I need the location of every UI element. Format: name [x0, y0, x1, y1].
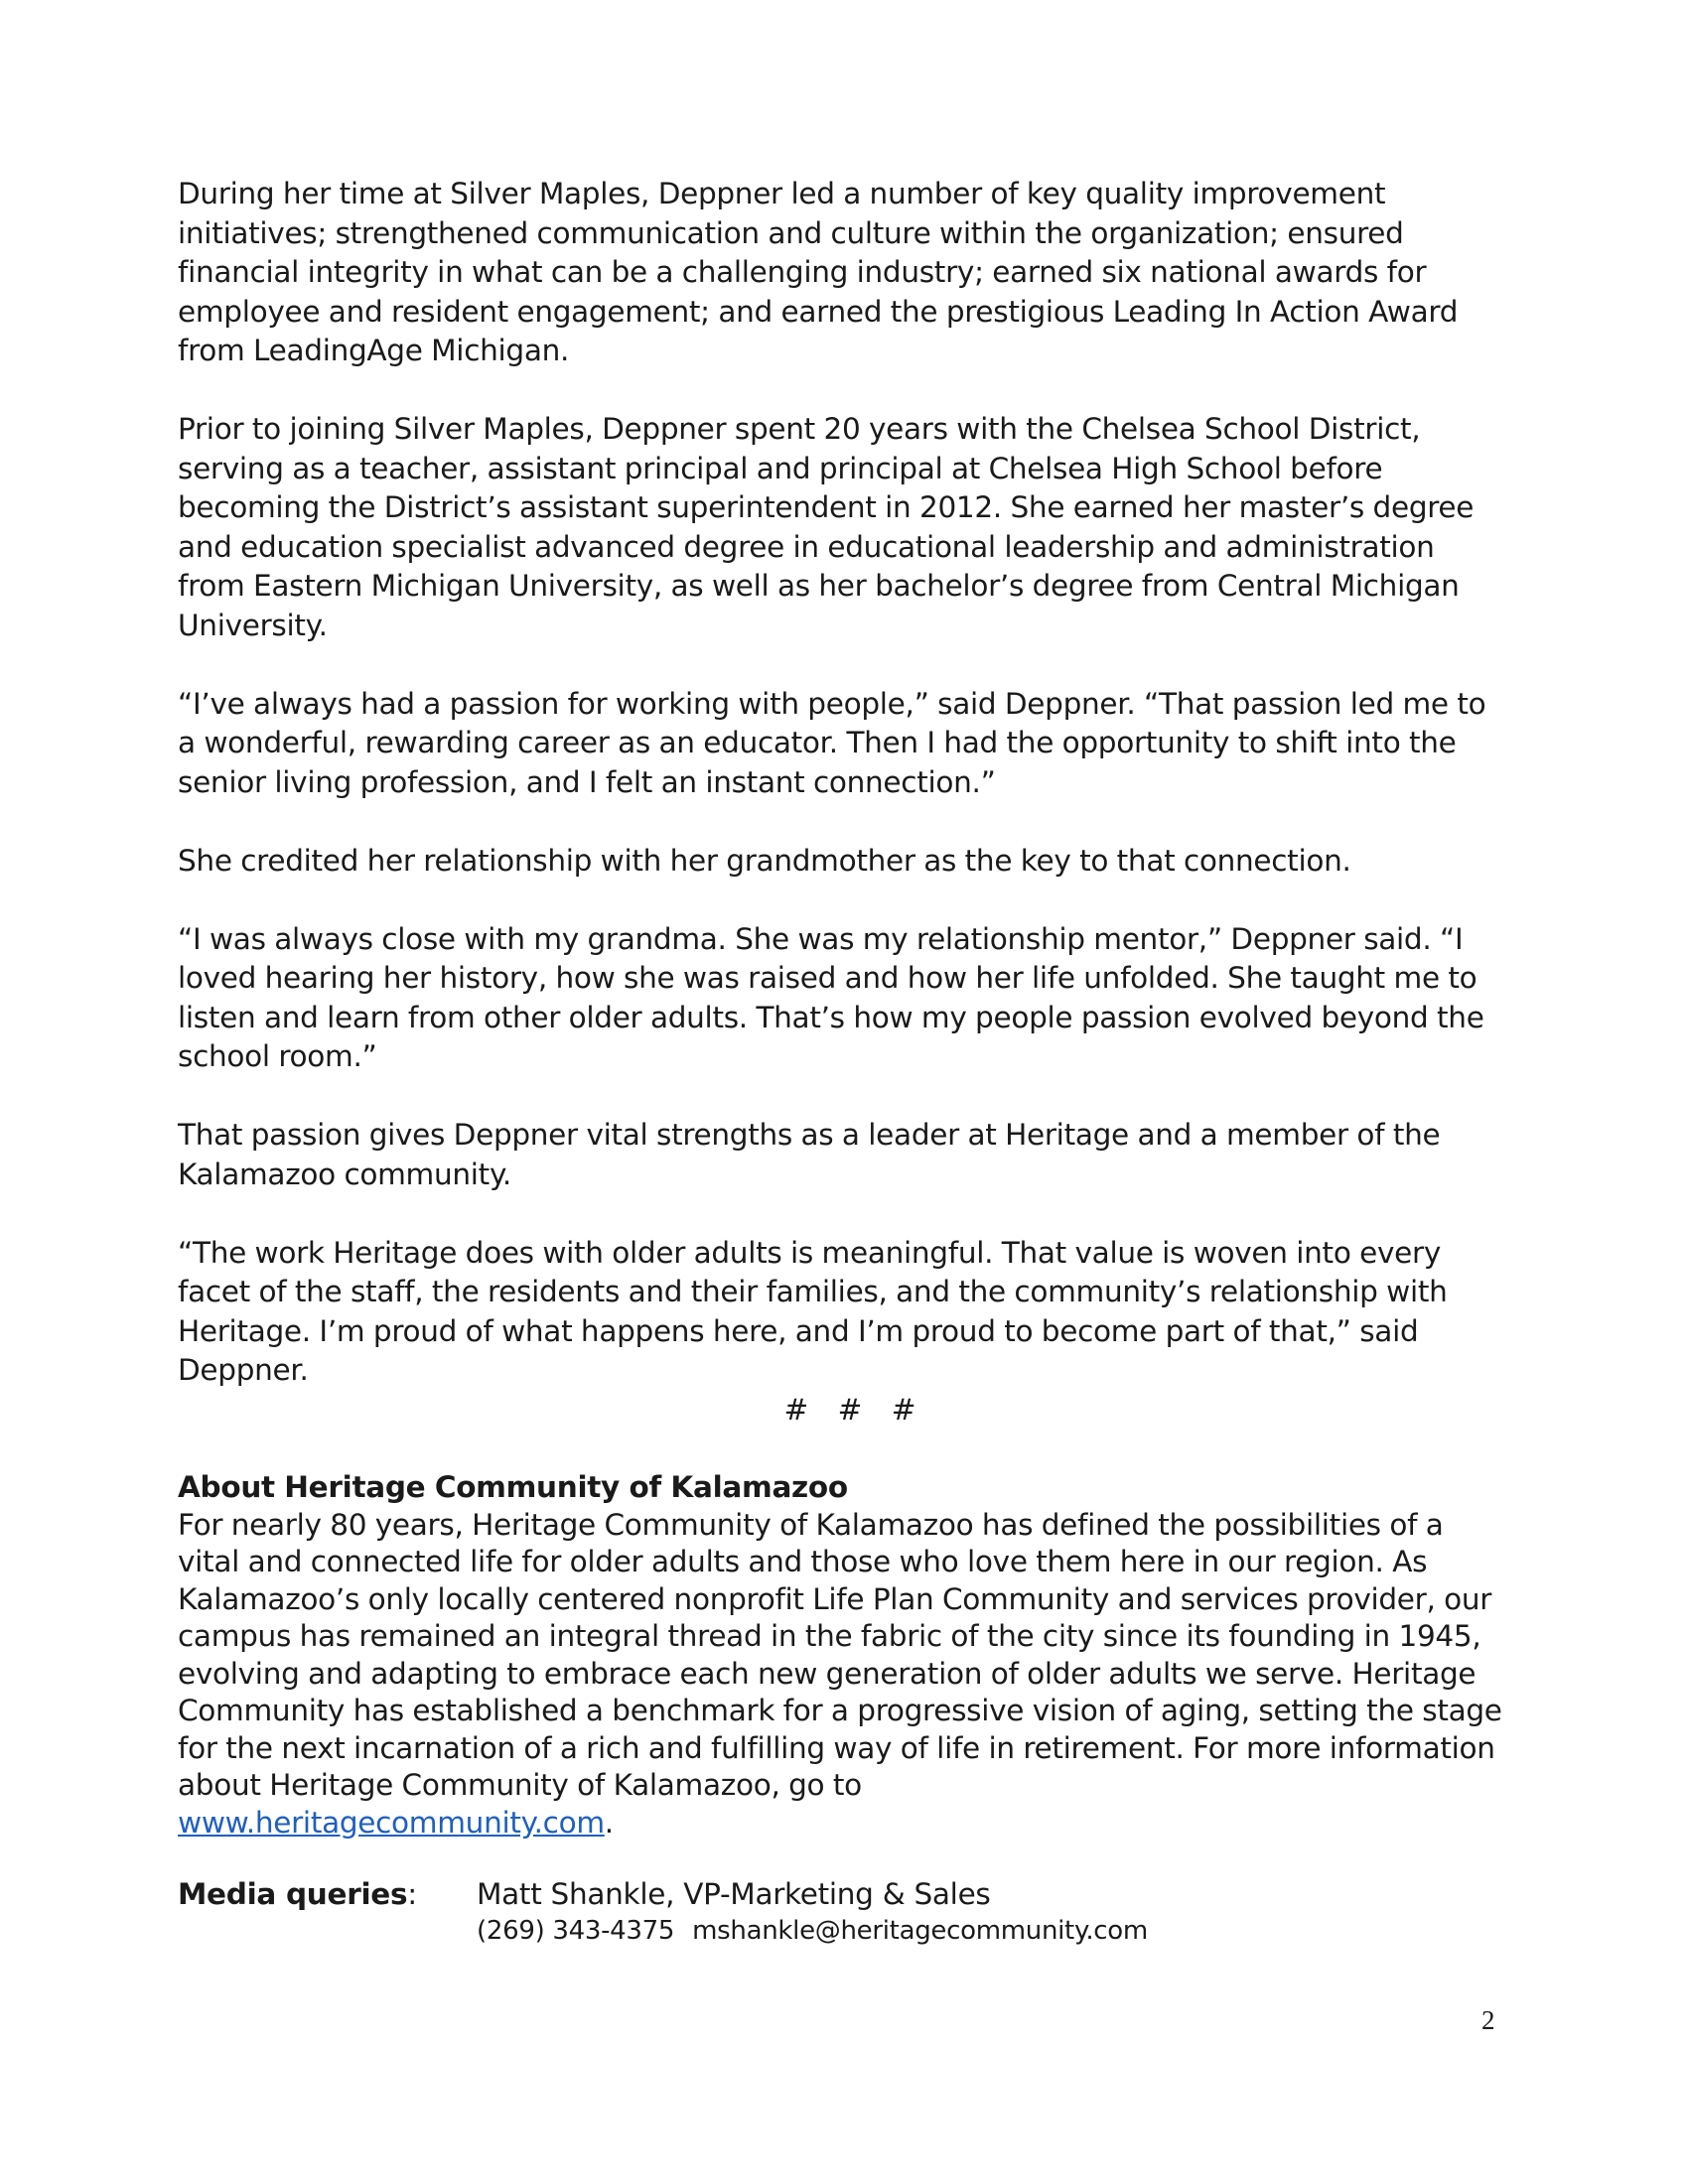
media-queries-section — [178, 1875, 1508, 1948]
paragraph-heritage-quote: “The work Heritage does with older adults is meaningful. That value is woven into every facet of the staff, the residents and their families, and the community’s relationship with Heritage. I’m proud of what happens here, and I’m proud to become part of that,” said Deppner. — [178, 1235, 1448, 1387]
paragraph-leadership-strengths: That passion gives Deppner vital strengths as a leader at Heritage and a member of the Kalamazoo community. — [178, 1118, 1441, 1191]
about-body: For nearly 80 years, Heritage Community of Kalamazoo has defined the possibilities of a vital and connected life for older adults and those who love them here in our region. As Kalamazoo’s only locally centered nonprofit Life Plan Community and services provider, our campus has remained an integral thread in the fabric of the city since its founding in 1945, evolving and adapting to embrace each new generation of older adults we serve. Heritage Community has established a benchmark for a progressive vision of aging, setting the stage for the next incarnation of a rich and fulfilling way of life in retirement. For more information about Heritage Community of Kalamazoo, go to — [178, 1507, 1502, 1802]
contact-email: mshankle@heritagecommunity.com — [692, 1916, 1148, 1946]
contact-name: Matt Shankle, VP-Marketing & Sales — [477, 1877, 991, 1911]
paragraph-grandmother: She credited her relationship with her grandmother as the key to that connection. — [178, 843, 1351, 878]
media-contact — [477, 1875, 1148, 1948]
end-mark: # # # — [783, 1392, 924, 1427]
website-link[interactable]: www.heritagecommunity.com — [178, 1805, 605, 1840]
page-number: 2 — [1481, 2005, 1495, 2035]
about-section — [178, 1469, 1508, 1842]
contact-phone: (269) 343-4375 — [477, 1916, 675, 1946]
contact-details — [477, 1914, 1148, 1948]
about-heading: About Heritage Community of Kalamazoo — [178, 1470, 848, 1504]
paragraph-grandma-quote: “I was always close with my grandma. She was my relationship mentor,” Deppner said. “I loved hearing her history, how she was raised and how her life unfolded. She taught me to listen and learn from other older adults. That’s how my people passion evolved beyond the school room.” — [178, 921, 1484, 1073]
paragraph-career-history: Prior to joining Silver Maples, Deppner spent 20 years with the Chelsea School District, serving as a teacher, assistant principal and principal at Chelsea High School before becoming the District’s assistant superintendent in 2012. She earned her master’s degree and education specialist advanced degree in educational leadership and administration from Eastern Michigan University, as well as her bachelor’s degree from Central Michigan University. — [178, 412, 1475, 642]
media-label-text: Media queries — [178, 1877, 408, 1911]
about-trailing-period: . — [604, 1805, 614, 1840]
media-queries-label — [178, 1875, 477, 1948]
media-label-colon: : — [407, 1877, 417, 1911]
paragraph-passion-quote: “I’ve always had a passion for working with people,” said Deppner. “That passion led me to a wonderful, rewarding career as an educator. Then I had the opportunity to shift into the senior living profession, and I felt an instant connection.” — [178, 686, 1486, 799]
document-page — [178, 175, 1508, 1948]
paragraph-silver-maples-achievements: During her time at Silver Maples, Deppner led a number of key quality improvement initiatives; strengthened communication and culture within the organization; ensured financial integrity in what can be a challenging industry; earned six national awards for employee and resident engagement; and earned the prestigious Leading In Action Award from LeadingAge Michigan. — [178, 177, 1459, 367]
